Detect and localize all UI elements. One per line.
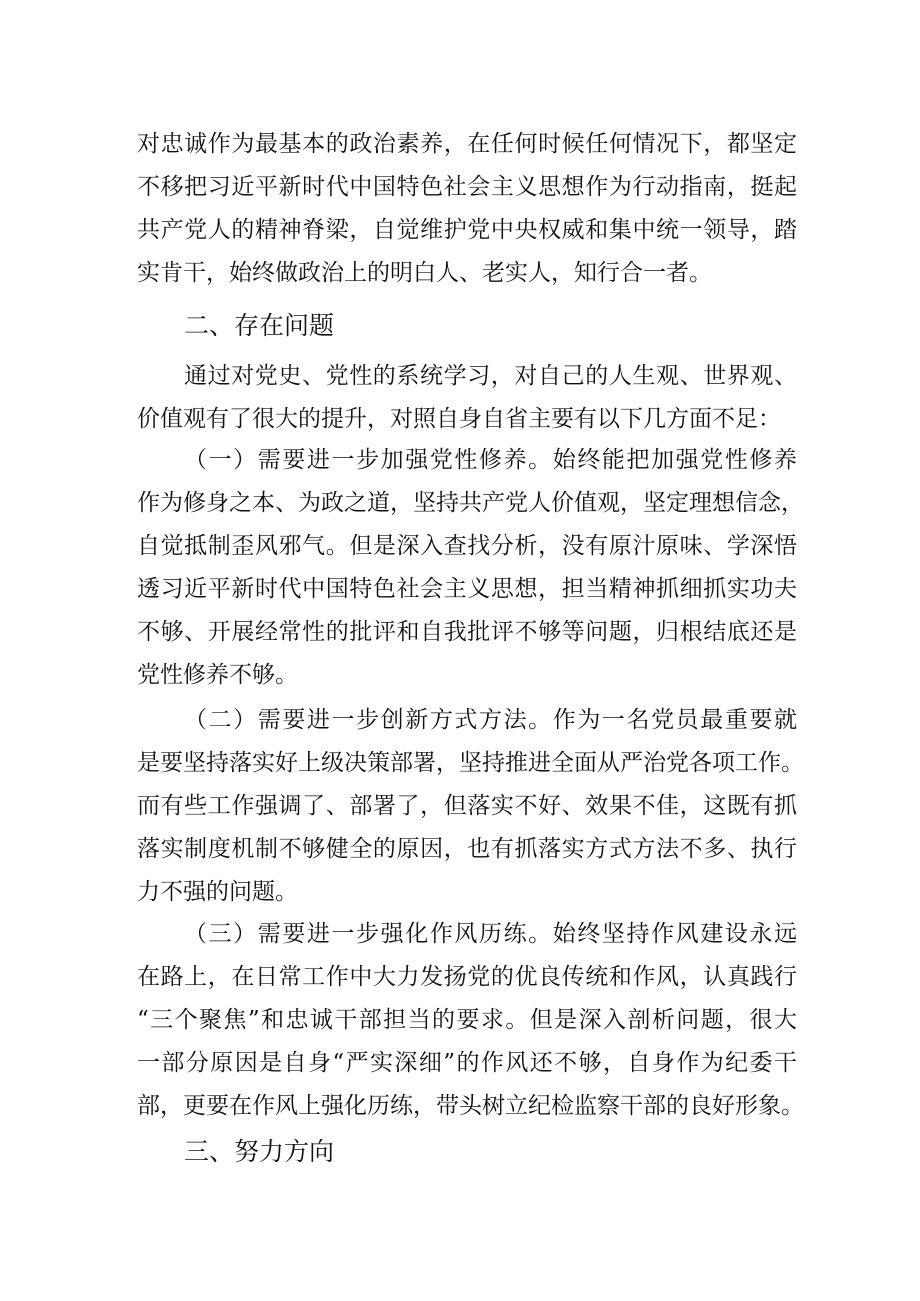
section-heading-effort-direction: 三、努力方向 xyxy=(184,1137,335,1166)
text-line: （三）需要进一步强化作风历练。始终坚持作风建设永远 xyxy=(184,921,797,947)
text-line: （二）需要进一步创新方式方法。作为一名党员最重要就 xyxy=(184,707,797,733)
text-line: 自觉抵制歪风邪气。但是深入查找分析，没有原汁原味、学深悟 xyxy=(137,533,797,559)
text-line: 对忠诚作为最基本的政治素养，在任何时候任何情况下，都坚定 xyxy=(137,131,797,157)
section-heading-existing-problems: 二、存在问题 xyxy=(184,311,335,340)
text-line: 一部分原因是自身“严实深细”的作风还不够，自身作为纪委干 xyxy=(137,1050,797,1076)
text-line: 而有些工作强调了、部署了，但落实不好、效果不佳，这既有抓 xyxy=(137,793,797,819)
text-line: 落实制度机制不够健全的原因，也有抓落实方式方法不多、执行 xyxy=(137,836,797,862)
text-line: 实肯干，始终做政治上的明白人、老实人，知行合一者。 xyxy=(137,260,712,286)
text-line: 党性修养不够。 xyxy=(137,662,298,688)
text-line: 是要坚持落实好上级决策部署，坚持推进全面从严治党各项工作。 xyxy=(137,750,804,776)
text-line: 力不强的问题。 xyxy=(137,879,298,905)
text-line: 不够、开展经常性的批评和自我批评不够等问题，归根结底还是 xyxy=(137,619,797,645)
text-line: 在路上，在日常工作中大力发扬党的优良传统和作风，认真践行 xyxy=(137,964,797,990)
text-line: “三个聚焦”和忠诚干部担当的要求。但是深入剖析问题，很大 xyxy=(137,1007,797,1033)
text-line: 价值观有了很大的提升，对照自身自省主要有以下几方面不足： xyxy=(137,406,781,432)
text-line: （一）需要进一步加强党性修养。始终能把加强党性修养 xyxy=(184,447,797,473)
text-line: 透习近平新时代中国特色社会主义思想，担当精神抓细抓实功夫 xyxy=(137,576,797,602)
text-line: 部，更要在作风上强化历练，带头树立纪检监察干部的良好形象。 xyxy=(137,1093,804,1119)
text-line: 共产党人的精神脊梁，自觉维护党中央权威和集中统一领导，踏 xyxy=(137,217,797,243)
text-line: 不移把习近平新时代中国特色社会主义思想作为行动指南，挺起 xyxy=(137,174,797,200)
text-line: 作为修身之本、为政之道，坚持共产党人价值观，坚定理想信念， xyxy=(137,490,804,516)
text-line: 通过对党史、党性的系统学习，对自己的人生观、世界观、 xyxy=(184,363,797,389)
